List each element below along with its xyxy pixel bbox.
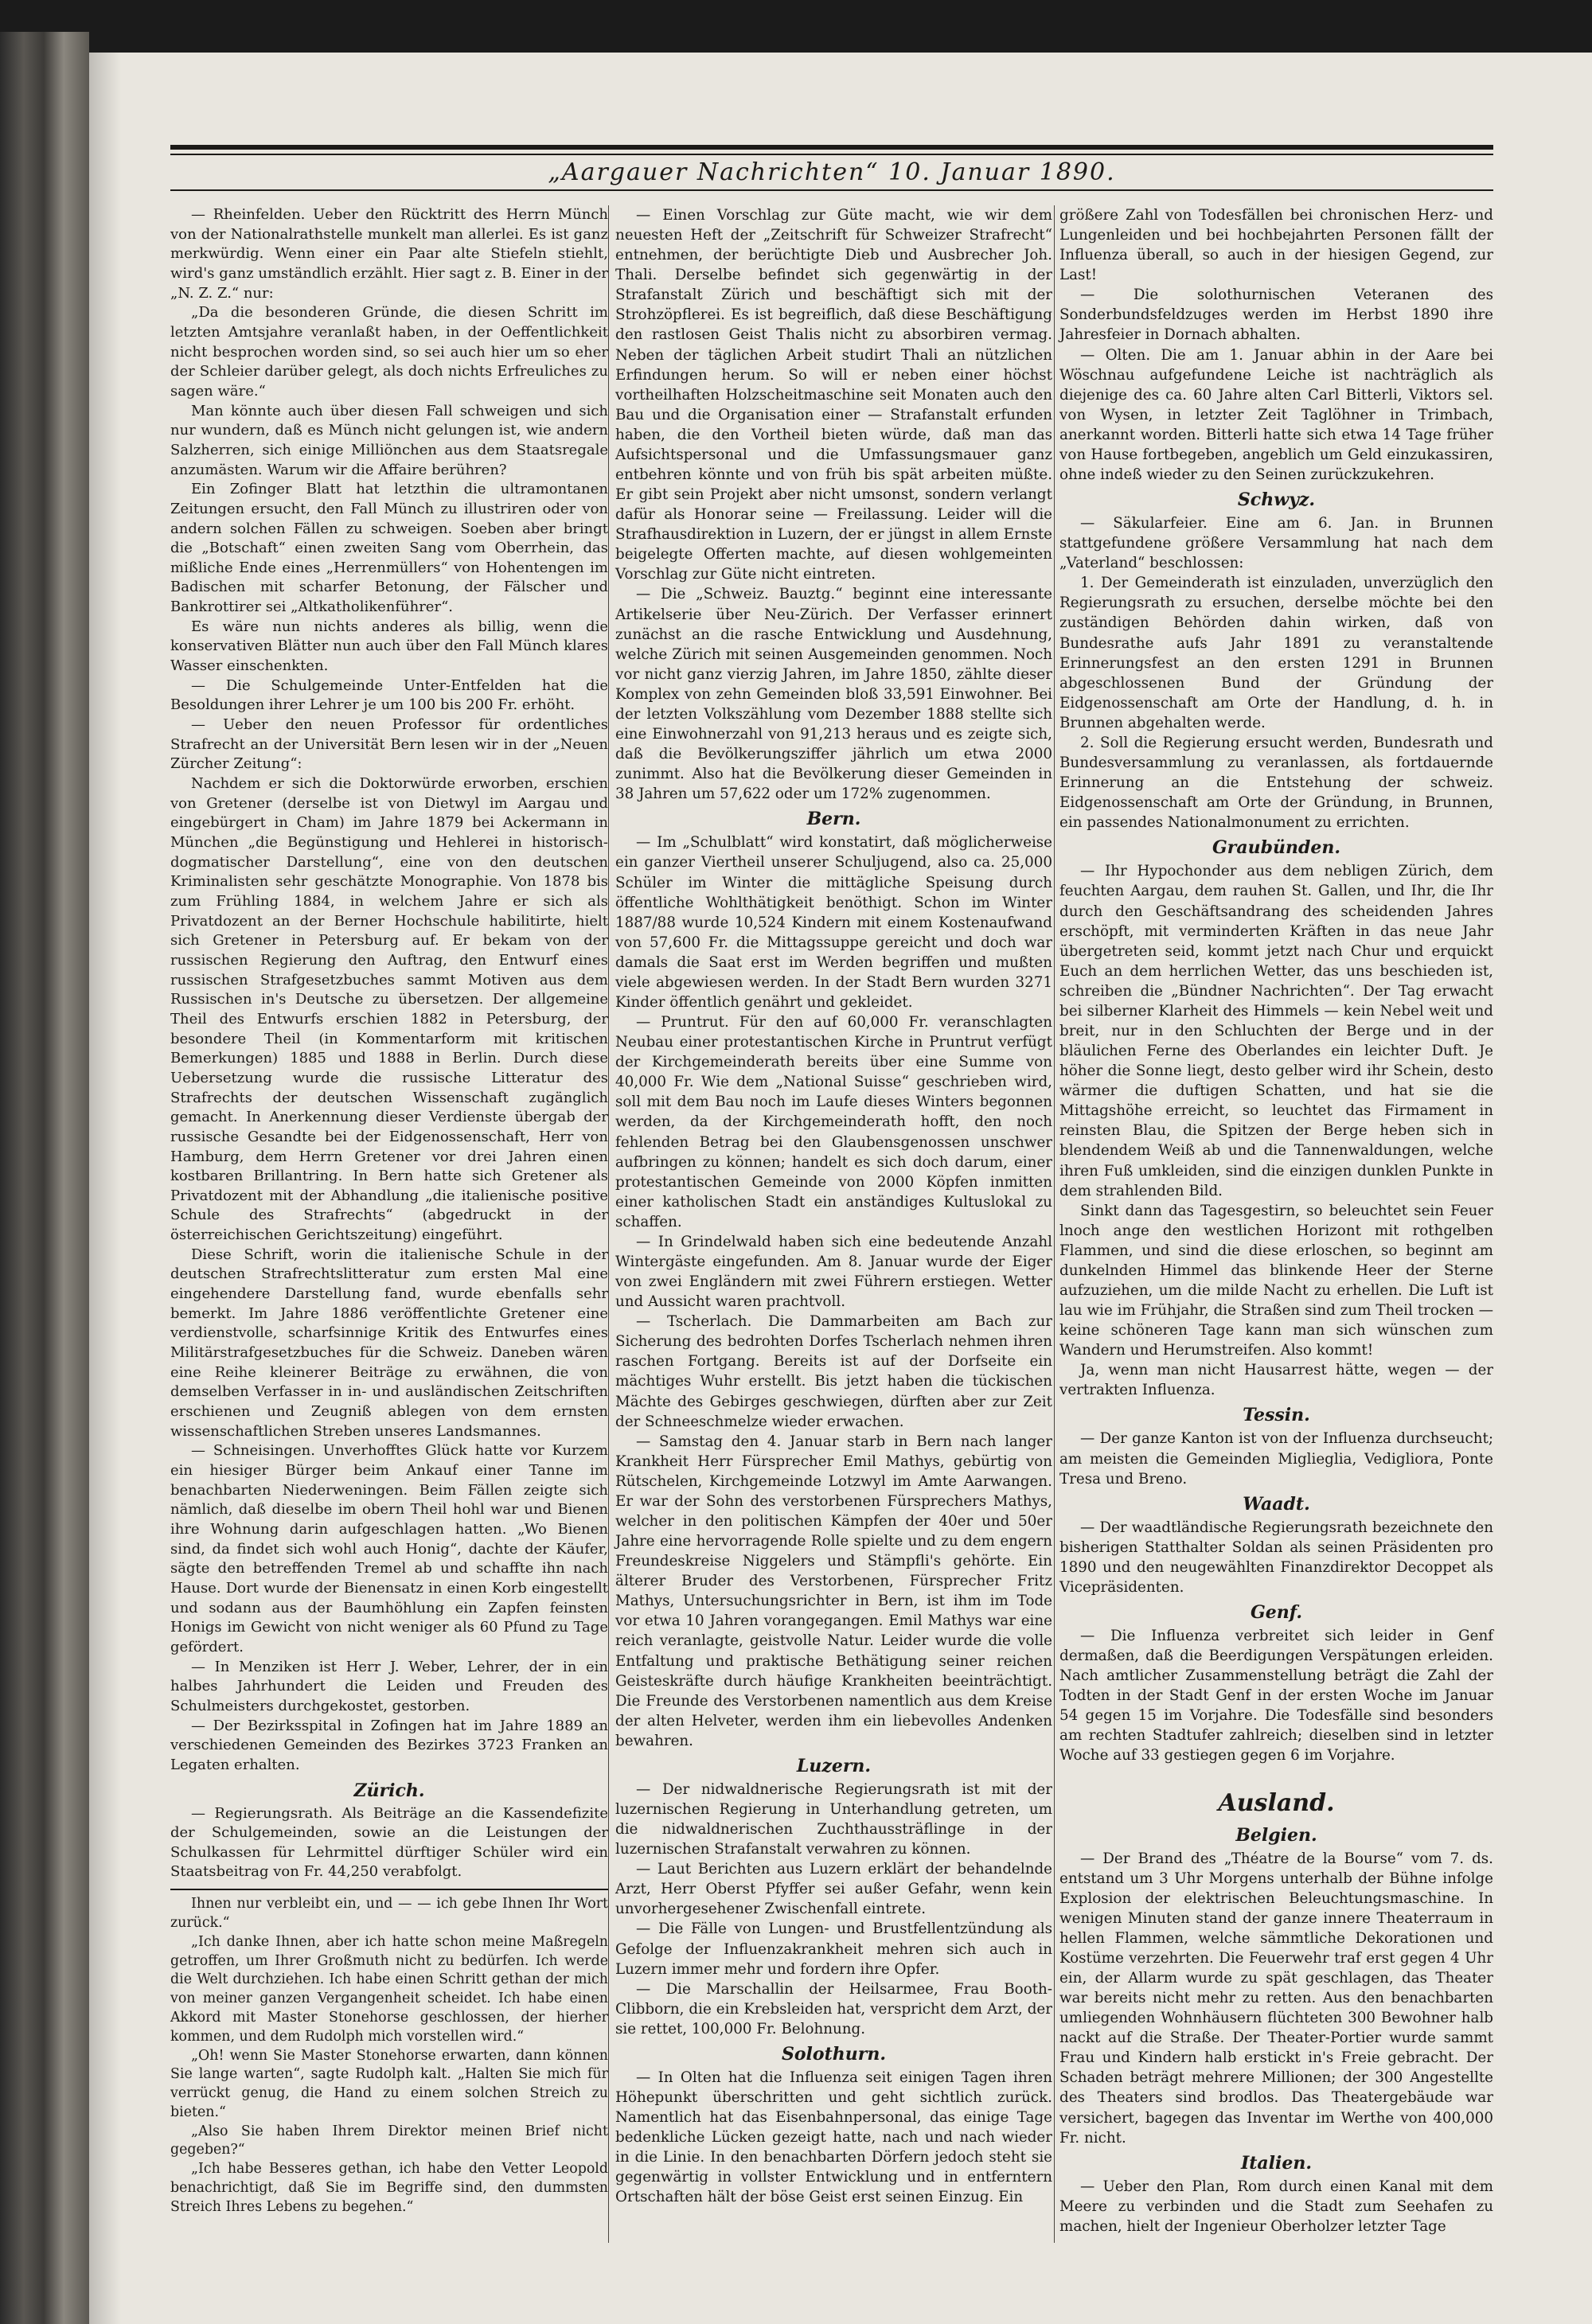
article-paragraph: — Der Bezirksspital in Zofingen hat im Jahre 1889 an verschiedenen Gemeinden des Bezirkes 3723 Franken an Legaten erhalten. [170,1717,608,1773]
column-2 [615,205,1052,2208]
book-binding [0,32,89,2324]
section-heading: Italien. [1240,2152,1313,2174]
feuilleton-paragraph: „Ich habe Besseres gethan, ich habe den Vetter Leopold benachrichtigt, daß Sie im Begriffe sind, den dummsten Streich Ihres Lebens zu begehen.“ [170,2161,608,2215]
article-paragraph: — Rheinfelden. Ueber den Rücktritt des Herrn Münch von der Nationalrathstelle munkelt man allerlei. Es ist ganz merkwürdig. Wenn einer ein Paar alte Stiefeln stiehlt, wird's ganz umständlich erzählt. Hier sagt z. B. Einer in der „N. Z. Z.“ nur: [170,206,608,302]
article-paragraph: Diese Schrift, worin die italienische Schule in der deutschen Strafrechtslitteratur zum ersten Mal eine eingehendere Darstellung fand, wurde ebenfalls sehr bemerkt. Im Jahre 1886 veröffentlichte Gretener eine verdienstvolle, scharfsinnige Kritik des Entwurfes eines Militärstrafgesetzbuches für die Schweiz. Daneben wären eine Reihe kleinerer Beiträge zu erwähnen, die von demselben Verfasser in in- und ausländischen Zeitschriften erschienen und Zeugniß ablegen von dem ernsten wissenschaftlichen Streben unseres Landsmannes. [170,1246,608,1440]
column-3 [1059,205,1493,2236]
article-paragraph: — In Olten hat die Influenza seit einigen Tagen ihren Höhepunkt überschritten und geht sichtlich zurück. Namentlich hat das Eisenbahnpersonal, das einige Tage bedenkliche Lücken gezeigt hatte, nach und nach wieder in die Linie. In den benachbarten Dörfern jedoch steht sie gegenwärtig in vollster Entwicklung und in entferntern Ortschaften hält der böse Geist erst seinen Einzug. Ein [615,2069,1052,2206]
article-paragraph: — Ueber den Plan, Rom durch einen Kanal mit dem Meere zu verbinden und die Stadt zum Seehafen zu machen, hielt der Ingenieur Oberholzer letzter Tage [1059,2178,1493,2235]
article-paragraph: — Die Schulgemeinde Unter-Entfelden hat die Besoldungen ihrer Lehrer je um 100 bis 200 Fr. erhöht. [170,677,608,714]
section-heading: Bern. [806,809,861,830]
article-paragraph: — Regierungsrath. Als Beiträge an die Kassendefizite der Schulgemeinden, sowie an die Leistungen der Schulkassen für Lehrmittel dürftiger Schüler wird ein Staatsbeitrag von Fr. 44,250 verabfolgt. [170,1804,608,1881]
section-heading: Genf. [1250,1602,1303,1623]
article-paragraph: — Tscherlach. Die Dammarbeiten am Bach zur Sicherung des bedrohten Dorfes Tscherlach nehmen ihren raschen Fortgang. Bereits ist auf der Dorfseite ein mächtiges Wuhr erstellt. Bis jetzt haben die tückischen Mächte des Gebirges geschwiegen, dürften aber zur Zeit der Schneeschmelze wieder erwachen. [615,1313,1052,1430]
article-paragraph: — Olten. Die am 1. Januar abhin in der Aare bei Wöschnau aufgefundene Leiche ist nachträglich als diejenige des ca. 60 Jahre alten Carl Bitterli, Viktors sel. von Wysen, in letzter Zeit Taglöhner in Trimbach, anerkannt worden. Bitterli hatte sich etwa 14 Tage früher von Hause fortbegeben, angeblich um Geld einzukassiren, ohne indeß wieder zu den Seinen zurückzukehren. [1059,346,1493,484]
article-paragraph: — Ueber den neuen Professor für ordentliches Strafrecht an der Universität Bern lesen wir in der „Neuen Zürcher Zeitung“: [170,716,608,773]
article-paragraph: — Laut Berichten aus Luzern erklärt der behandelnde Arzt, Herr Oberst Pfyffer sei außer Gefahr, wenn kein unvorhergesehener Zwischenfall eintrete. [615,1861,1052,1918]
article-paragraph: — Der Brand des „Théatre de la Bourse“ vom 7. ds. entstand um 3 Uhr Morgens unterhalb der Bühne infolge Explosion der elektrischen Beleuchtungsmaschine. In wenigen Minuten stand der ganze innere Theaterraum in hellen Flammen, welche sämmtliche Dekorationen und Kostüme verzehrten. Die Feuerwehr traf erst gegen 4 Uhr ein, der Allarm wurde zu spät geschlagen, das Theater war bereits nicht mehr zu retten. Aus den benachbarten umliegenden Wohnhäusern flüchteten 300 Bewohner halb nackt auf die Straße. Der Theater-Portier wurde sammt Frau und Kindern halb erstickt in's Freie gebracht. Der Schaden beträgt mehrere Millionen; der 300 Angestellte des Theaters sind brodlos. Das Theatergebäude war versichert, bagegen das Inventar im Werthe von 400,000 Fr. nicht. [1059,1850,1493,2147]
section-heading: Belgien. [1235,1824,1317,1846]
article-paragraph: — In Grindelwald haben sich eine bedeutende Anzahl Wintergäste eingefunden. Am 8. Januar wurde der Eiger von zwei Engländern mit zwei Führern erstiegen. Wetter und Aussicht waren prachtvoll. [615,1233,1052,1311]
article-paragraph: — Schneisingen. Unverhofftes Glück hatte vor Kurzem ein hiesiger Bürger beim Ankauf einer Tanne im benachbarten Niederweningen. Beim Fällen zeigte sich nämlich, daß dieselbe im obern Theil hohl war und Bienen ihre Wohnung darin aufgeschlagen hatten. „Wo Bienen sind, da findet sich wohl auch Honig“, dachte der Käufer, sägte den betreffenden Tremel ab und schaffte ihn nach Hause. Dort wurde der Bienensatz in einen Korb eingestellt und sodann aus der Baumhöhlung ein Zapfen feinsten Honigs im Gewicht von nicht weniger als 60 Pfund zu Tage gefördert. [170,1442,608,1655]
section-heading: Tessin. [1243,1405,1310,1426]
masthead-rule-bottom [170,189,1493,191]
article-paragraph: — Samstag den 4. Januar starb in Bern nach langer Krankheit Herr Fürsprecher Emil Mathys, gebürtig von Rütschelen, Kirchgemeinde Lotzwyl im Amte Aarwangen. Er war der Sohn des verstorbenen Fürsprechers Mathys, welcher in den politischen Kämpfen der 40er und 50er Jahre eine hervorragende Rolle spielte und zu dem engern Freundeskreise Niggelers und Stämpfli's gehörte. Ein älterer Bruder des Verstorbenen, Fürsprecher Fritz Mathys, Untersuchungsrichter in Bern, ist ihm im Tode vor etwa 10 Jahren vorangegangen. Emil Mathys war eine reich veranlagte, geistvolle Natur. Leider wurde die volle Entfaltung und praktische Bethätigung seiner reichen Geisteskräfte durch häufige Krankheiten beeinträchtigt. Die Freunde des Verstorbenen namentlich aus dem Kreise der alten Helveter, werden ihm ein liebevolles Andenken bewahren. [615,1433,1052,1749]
article-paragraph: — Die Fälle von Lungen- und Brustfellentzündung als Gefolge der Influenzakrankheit mehren sich auch in Luzern immer mehr und fordern ihre Opfer. [615,1920,1052,1978]
section-heading: Solothurn. [782,2043,886,2065]
article-paragraph: — Die Influenza verbreitet sich leider in Genf dermaßen, daß die Beerdigungen Verspätungen erleiden. Nach amtlicher Zusammenstellung beträgt die Zahl der Todten in der Stadt Genf in der ersten Woche im Januar 54 gegen 15 im Vorjahre. Die Todesfälle sind besonders am rechten Stadtufer zahlreich; dieselben sind in letzter Woche auf 33 gestiegen gegen 6 im Vorjahre. [1059,1628,1493,1764]
article-paragraph: — Ihr Hypochonder aus dem nebligen Zürich, dem feuchten Aargau, dem rauhen St. Gallen, und Ihr, die Ihr durch den Geschäftsandrang des scheidenden Jahres erschöpft, mit verminderten Kräften in das neue Jahr übergetreten seid, kommt jetzt nach Chur und erquickt Euch an dem herrlichen Wetter, das uns beschieden ist, schreiben die „Bündner Nachrichten“. Der Tag erwacht bei silberner Klarheit des Himmels — kein Nebel weit und breit, nur in den Schluchten der Berge und in der bläulichen Ferne des Oberlandes ein leichter Duft. Je höher die Sonne liegt, desto gelber wird ihr Schein, desto wärmer die duftigen Schatten, und hat sie die Mittagshöhe erreicht, so leuchtet das Firmament in reinsten Blau, die Spitzen der Berge heben sich in blendendem Weiß ab und die Tannenwaldungen, welche ihren Fuß umkleiden, sind die einzigen dunklen Punkte in dem strahlenden Bild. [1059,863,1493,1199]
feuilleton-paragraph: „Ich danke Ihnen, aber ich hatte schon meine Maßregeln getroffen, um Ihrer Großmuth nicht zu bedürfen. Ich werde die Welt durchziehen. Ich habe einen Schritt gethan der mich von meiner ganzen Vergangenheit scheidet. Ich habe einen Akkord mit Master Stonehorse geschlossen, der hierher kommen, und dem Rudolph mich vorstellen wird.“ [170,1933,608,2045]
section-heading: Luzern. [796,1755,872,1776]
page-gutter-shadow [89,53,121,2324]
section-heading: Zürich. [353,1780,425,1801]
section-heading: Schwyz. [1237,489,1316,511]
article-paragraph: Nachdem er sich die Doktorwürde erworben, erschien von Gretener (derselbe ist von Dietwyl im Aargau und eingebürgert in Cham) im Jahre 1879 bei Ackermann in München „die Begünstigung und Hehlerei in historisch-dogmatischer Darstellung“, eine von den deutschen Kriminalisten sehr geschätzte Monographie. Von 1878 bis zum Frühling 1884, in welchem Jahre er sich als Privatdozent an der Berner Hochschule habilitirte, hielt sich Gretener in Petersburg auf. Er bekam von der russischen Regierung den Auftrag, den Entwurf eines russischen Strafgesetzbuches sammt Motiven aus dem Russischen in's Deutsche zu übersetzen. Der allgemeine Theil des Entwurfs erschien 1882 in Petersburg, der besondere Theil (in Kommentarform mit kritischen Bemerkungen) 1885 und 1888 in Berlin. Durch diese Uebersetzung wurde die russische Litteratur des Strafrechts der deutschen Wissenschaft zugänglich gemacht. In Anerkennung dieser Verdienste übergab der russische Gesandte bei der Eidgenossenschaft, Herr von Hamburg, dem Herrn Gretener vor drei Jahren einen kostbaren Brillantring. In Bern hatte sich Gretener als Privatdozent mit der Abhandlung „die italienische positive Schule des Strafrechts“ (abgedruckt in der österreichischen Gerichtszeitung) eingeführt. [170,775,608,1244]
feuilleton-separator [170,1889,608,1890]
article-paragraph: — Die „Schweiz. Bauztg.“ beginnt eine interessante Artikelserie über Neu-Zürich. Der Verfasser erinnert zunächst an die rasche Entwicklung und Ausdehnung, welche Zürich mit seinen Ausgemeinden genommen. Noch vor nicht ganz vierzig Jahren, im Jahre 1850, zählte dieser Komplex von zehn Gemeinden bloß 33,591 Einwohner. Bei der letzten Volkszählung vom Dezember 1888 stellte sich eine Einwohnerzahl von 91,213 heraus und es zeigte sich, daß die Bevölkerungsziffer jährlich um etwa 2000 zunimmt. Also hat die Bevölkerung dieser Gemeinden in 38 Jahren um 57,622 oder um 172% zugenommen. [615,586,1052,803]
section-heading: Graubünden. [1212,837,1341,859]
feuilleton-paragraph: Ihnen nur verbleibt ein, und — — ich gebe Ihnen Ihr Wort zurück.“ [170,1896,608,1931]
article-paragraph: — Der waadtländische Regierungsrath bezeichnete den bisherigen Statthalter Soldan als seinen Präsidenten pro 1890 und den neugewählten Finanzdirektor Decoppet als Vicepräsidenten. [1059,1519,1493,1596]
article-paragraph: 1. Der Gemeinderath ist einzuladen, unverzüglich den Regierungsrath zu ersuchen, derselbe möchte bei den zuständigen Behörden dahin wirken, daß von Bundesrathe aufs Jahr 1891 zu veranstaltende Erinnerungsfest an den ersten 1291 in Brunnen abgeschlossenen Bund der Gründung der Eidgenossenschaft am Orte der Handlung, d. h. in Brunnen abgehalten werde. [1059,575,1493,731]
article-paragraph: — Säkularfeier. Eine am 6. Jan. in Brunnen stattgefundene größere Versammlung hat nach dem „Vaterland“ beschlossen: [1059,515,1493,572]
article-paragraph: größere Zahl von Todesfällen bei chronischen Herz- und Lungenleiden und bei hochbejahrten Personen fällt der Influenza überall, so auch in der hiesigen Gegend, zur Last! [1059,207,1493,284]
section-heading: Ausland. [1218,1788,1335,1817]
article-paragraph: Man könnte auch über diesen Fall schweigen und sich nur wundern, daß es Münch nicht gelungen ist, wie andern Salzherren, sich einige Milliönchen aus dem Staatsregale anzumästen. Warum wir die Affaire berühren? [170,402,608,478]
column-divider-1 [608,205,609,2243]
article-paragraph: — Pruntrut. Für den auf 60,000 Fr. veranschlagten Neubau einer protestantischen Kirche in Pruntrut verfügt der Kirchgemeinderath bereits über eine Summe von 40,000 Fr. Wie dem „National Suisse“ geschrieben wird, soll mit dem Bau noch im Laufe dieses Winters begonnen werden, da der Kirchgemeinderath hofft, den noch fehlenden Betrag bei den Glaubensgenossen unschwer aufbringen zu können; handelt es sich doch darum, einer protestantischen Gemeinde von 2000 Köpfen inmitten einer katholischen Stadt ein anständiges Kultuslokal zu schaffen. [615,1014,1052,1230]
masthead: „Aargauer Nachrichten“ 10. Januar 1890. [548,158,1116,186]
article-paragraph: Ein Zofinger Blatt hat letzthin die ultramontanen Zeitungen ersucht, den Fall Münch zu illustriren oder von andern solchen Fällen zu schweigen. Soeben aber bringt die „Botschaft“ einen zweiten Sang vom Oberrhein, das mißliche Ende eines „Herrenmüllers“ von Hohentengen im Badischen mit scharfer Betonung, der Fälscher und Bankrottirer sei „Altkatholikenführer“. [170,481,608,616]
article-paragraph: 2. Soll die Regierung ersucht werden, Bundesrath und Bundesversammlung zu veranlassen, als fortdauernde Erinnerung an die Entstehung der schweiz. Eidgenossenschaft am Orte der Gründung, in Brunnen, ein passendes Nationalmonument zu errichten. [1059,734,1493,832]
feuilleton-paragraph: „Also Sie haben Ihrem Direktor meinen Brief nicht gegeben?“ [170,2123,608,2158]
article-paragraph: — In Menziken ist Herr J. Weber, Lehrer, der in ein halbes Jahrhundert die Leiden und Freuden des Schulmeisters durchgekostet, gestorben. [170,1658,608,1714]
column-divider-2 [1054,205,1055,2243]
column-1 [170,205,608,2217]
article-paragraph: Sinkt dann das Tagesgestirn, so beleuchtet sein Feuer lnoch ange den westlichen Horizont mit rothgelben Flammen, und sind die diese erloschen, so beginnt am dunkelnden Himmel das blinkende Heer der Sterne aufzuziehen, um die milde Nacht zu erhellen. Die Luft ist lau wie im Frühjahr, die Straßen sind zum Theil trocken — keine schöneren Tage kann man sich wünschen zum Wandern und Herumstreifen. Also kommt! [1059,1202,1493,1359]
article-paragraph: Ja, wenn man nicht Hausarrest hätte, wegen — der vertrakten Influenza. [1059,1362,1493,1399]
masthead-rule-top-thin [170,154,1493,155]
section-heading: Waadt. [1243,1493,1310,1515]
article-paragraph: — Die solothurnischen Veteranen des Sonderbundsfeldzuges werden im Herbst 1890 ihre Jahresfeier in Dornach abhalten. [1059,287,1493,344]
masthead-rule-top [170,145,1493,150]
article-paragraph: — Im „Schulblatt“ wird konstatirt, daß möglicherweise ein ganzer Viertheil unserer Schuljugend, also ca. 25,000 Schüler im Winter die mittägliche Speisung durch öffentliche Wohlthätigkeit benöthigt. Schon im Winter 1887/88 wurde 10,524 Kindern mit einem Kostenaufwand von 57,600 Fr. die Mittagssuppe gereicht und doch war damals die Saat erst im Werden begriffen und mußten viele abgewiesen werden. In der Stadt Bern wurden 3271 Kinder öffentlich genährt und gekleidet. [615,834,1052,1011]
article-paragraph: — Die Marschallin der Heilsarmee, Frau Booth-Clibborn, die ein Krebsleiden hat, verspricht dem Arzt, der sie rettet, 100,000 Fr. Belohnung. [615,1980,1052,2037]
article-paragraph: — Einen Vorschlag zur Güte macht, wie wir dem neuesten Heft der „Zeitschrift für Schweizer Strafrecht“ entnehmen, der berüchtigte Dieb und Ausbrecher Joh. Thali. Derselbe befindet sich gegenwärtig in der Strafanstalt Zürich und beschäftigt sich mit der Strohzöpflerei. Es ist begreiflich, daß diese Beschäftigung den rastlosen Geist Thalis nicht zu absorbiren vermag. Neben der täglichen Arbeit studirt Thali an nützlichen Erfindungen herum. So will er neben einer höchst vortheilhaften Holzscheitmaschine seit Monaten auch den Bau und die Organisation einer — Strafanstalt erfunden haben, die den Vortheil bieten würde, daß man das Aufsichtspersonal und die Umfassungsmauer ganz entbehren könnte und von früh bis spät arbeiten müßte. Er gibt sein Projekt aber nicht umsonst, sondern verlangt dafür als Honorar seine — Freilassung. Leider will die Strafhausdirektion in Luzern, der er jüngst in allem Ernste beigelegte Offerten machte, auf diesen wohlgemeinten Vorschlag zur Güte nicht eintreten. [615,207,1052,583]
article-paragraph: Es wäre nun nichts anderes als billig, wenn die konservativen Blätter nun auch über den Fall Münch klares Wasser einschenkten. [170,618,608,675]
article-paragraph: „Da die besonderen Gründe, die diesen Schritt im letzten Amtsjahre veranlaßt haben, in der Oeffentlichkeit nicht besprochen worden sind, so sei auch hier um so eher der Schleier darüber gelegt, als doch nichts Erfreuliches zu sagen wäre.“ [170,304,608,400]
feuilleton-paragraph: „Oh! wenn Sie Master Stonehorse erwarten, dann können Sie lange warten“, sagte Rudolph kalt. „Halten Sie mich für verrückt genug, die Hand zu einem solchen Streich zu bieten.“ [170,2047,608,2120]
article-paragraph: — Der nidwaldnerische Regierungsrath ist mit der luzernischen Regierung in Unterhandlung getreten, um die nidwaldnerischen Zuchthaussträflinge in der luzernischen Strafanstalt verwahren zu können. [615,1780,1052,1858]
article-paragraph: — Der ganze Kanton ist von der Influenza durchseucht; am meisten die Gemeinden Miglieglia, Vedigliora, Ponte Tresa und Breno. [1059,1430,1493,1488]
